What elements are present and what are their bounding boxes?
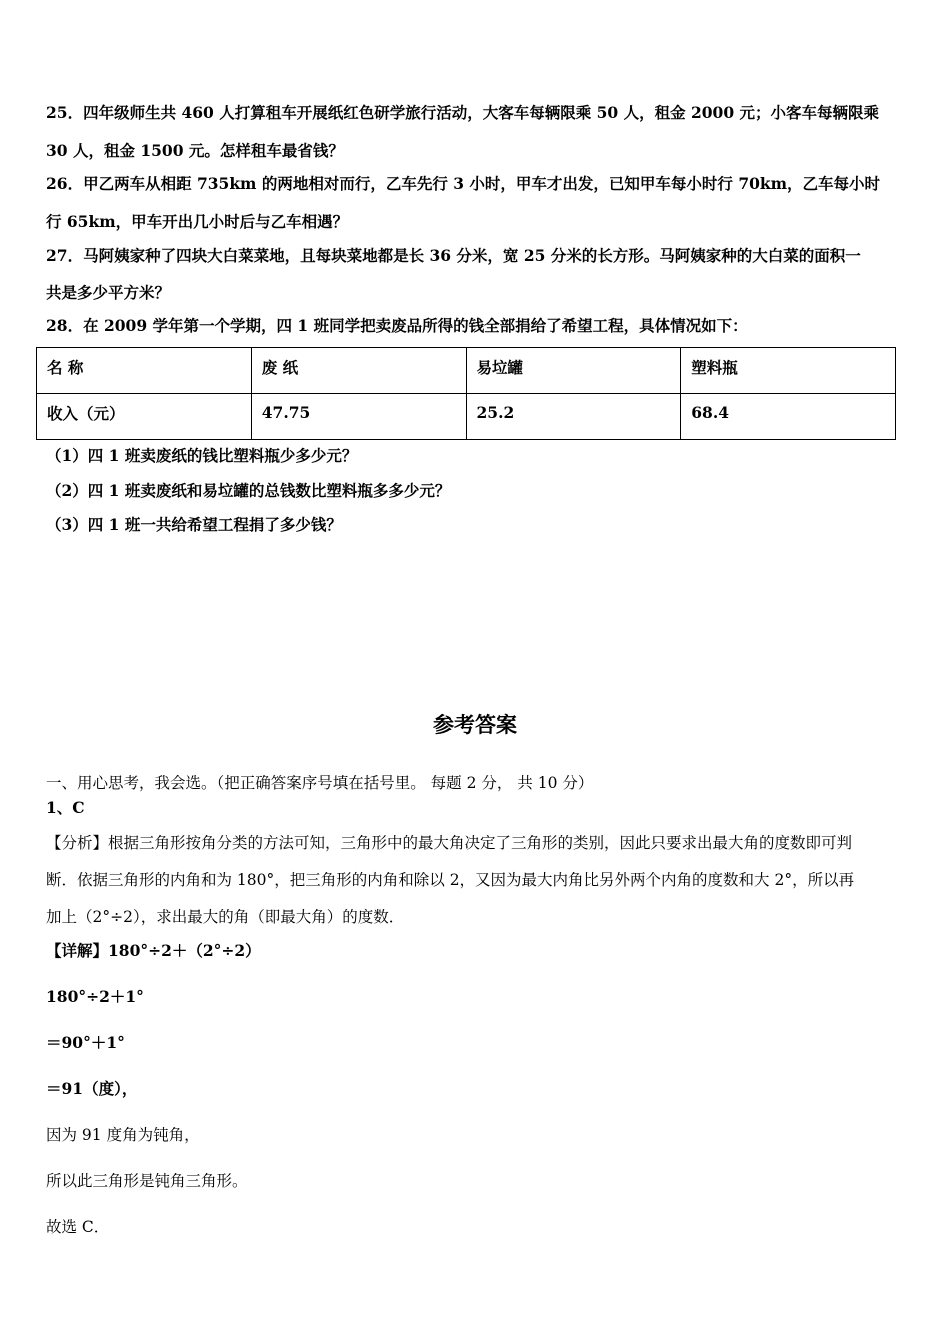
table-cell: 名 称	[37, 348, 252, 394]
q25-line1: 25．四年级师生共 460 人打算租车开展纸红色研学旅行活动，大客车每辆限乘 50 人，租金 2000 元；小客车每辆限乘	[46, 103, 880, 122]
table-row	[37, 394, 896, 440]
analysis-line2: 断．依据三角形的内角和为 180°，把三角形的内角和除以 2，又因为最大内角比另外两个内角的度数和大 2°，所以再	[46, 871, 855, 889]
detail-label: 【详解】180°÷2＋（2°÷2）	[46, 941, 261, 960]
q25-line2: 30 人，租金 1500 元。怎样租车最省钱？	[46, 141, 344, 160]
table-cell: 25.2	[466, 394, 681, 440]
q28-sub3: （3）四 1 班一共给希望工程捐了多少钱？	[46, 515, 342, 534]
q26-line1: 26．甲乙两车从相距 735km 的两地相对而行，乙车先行 3 小时，甲车才出发，已知甲车每小时行 70km，乙车每小时	[46, 174, 881, 193]
table-cell: 收入（元）	[37, 394, 252, 440]
q26-line2: 行 65km，甲车开出几小时后与乙车相遇？	[46, 212, 349, 231]
table-cell: 废 纸	[251, 348, 466, 394]
analysis-line1: 【分析】根据三角形按角分类的方法可知，三角形中的最大角决定了三角形的类别，因此只要求出最大角的度数即可判	[46, 834, 853, 852]
table-cell: 47.75	[251, 394, 466, 440]
section-heading: 一、用心思考，我会选。（把正确答案序号填在括号里。 每题 2 分， 共 10 分）	[46, 774, 594, 792]
solution-step: ＝90°＋1°	[46, 1033, 125, 1052]
solution-step: ＝91（度），	[46, 1079, 138, 1098]
solution-step: 故选 C．	[46, 1218, 110, 1236]
donation-table	[36, 347, 896, 440]
table-header-row	[37, 348, 896, 394]
answer-1: 1、C	[46, 798, 85, 817]
solution-step: 所以此三角形是钝角三角形。	[46, 1172, 248, 1190]
q28-intro: 28．在 2009 学年第一个学期，四 1 班同学把卖废品所得的钱全部捐给了希望工程，具体情况如下：	[46, 316, 748, 335]
solution-step: 180°÷2＋1°	[46, 987, 144, 1006]
q27-line2: 共是多少平方米？	[46, 283, 171, 302]
table-cell: 易垃罐	[466, 348, 681, 394]
answers-title: 参考答案	[433, 713, 517, 737]
q28-sub1: （1）四 1 班卖废纸的钱比塑料瓶少多少元？	[46, 446, 358, 465]
analysis-line3: 加上（2°÷2），求出最大的角（即最大角）的度数．	[46, 908, 405, 926]
solution-step: 因为 91 度角为钝角，	[46, 1126, 200, 1144]
table-cell: 塑料瓶	[681, 348, 896, 394]
q27-line1: 27．马阿姨家种了四块大白菜菜地，且每块菜地都是长 36 分米，宽 25 分米的长方形。马阿姨家种的大白菜的面积一	[46, 246, 861, 265]
table-cell: 68.4	[681, 394, 896, 440]
q28-sub2: （2）四 1 班卖废纸和易垃罐的总钱数比塑料瓶多多少元？	[46, 481, 451, 500]
